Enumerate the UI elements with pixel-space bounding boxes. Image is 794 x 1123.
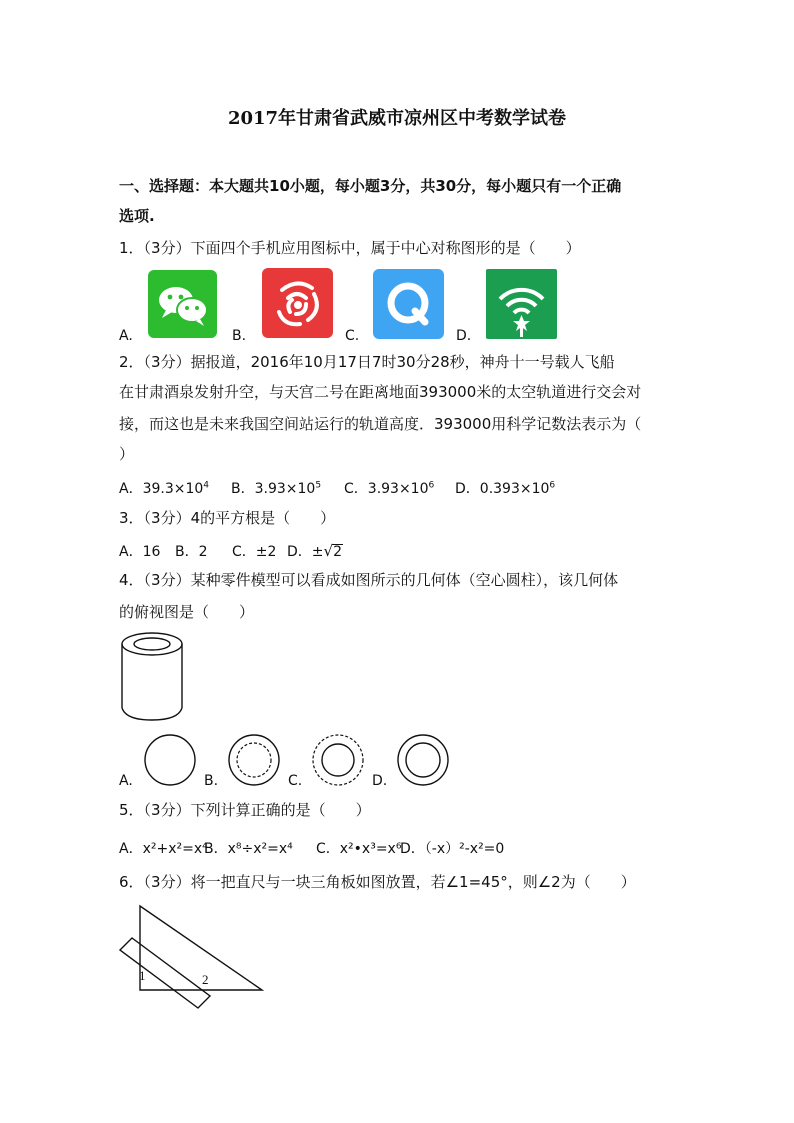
triangle-ruler-figure bbox=[116, 902, 268, 1014]
q5-option-a: A．x²+x²=x⁴ bbox=[119, 841, 208, 857]
q3-option-c: C．±2 bbox=[232, 544, 277, 560]
question-2-line4: ） bbox=[119, 445, 135, 463]
section-header: 一、选择题：本大题共10小题，每小题3分，共30分，每小题只有一个正确 bbox=[119, 177, 622, 195]
question-2-line1: 2．（3分）据报道，2016年10月17日7时30分28秒，神舟十一号载人飞船 bbox=[119, 353, 615, 371]
question-1-stem: 1．（3分）下面四个手机应用图标中，属于中心对称图形的是（ ） bbox=[119, 239, 581, 257]
question-6-stem: 6．（3分）将一把直尺与一块三角板如图放置，若∠1=45°，则∠2为（ ） bbox=[119, 873, 636, 891]
wifi-icon bbox=[486, 269, 557, 339]
q5-option-d: D．（-x）²-x²=0 bbox=[400, 841, 505, 857]
angle-2-label: 2 bbox=[202, 972, 209, 987]
q2-option-a: A．$39.3\times 10^4$ bbox=[119, 480, 210, 497]
q3-option-a: A．16 bbox=[119, 544, 161, 560]
question-5-stem: 5．（3分）下列计算正确的是（ ） bbox=[119, 801, 371, 819]
q5-option-b: B．x⁸÷x²=x⁴ bbox=[204, 841, 293, 857]
q1-option-a-label: A. bbox=[119, 328, 133, 344]
q5-option-c: C．x²•x³=x⁶ bbox=[316, 841, 402, 857]
page-title: 2017年甘肃省武威市凉州区中考数学试卷 bbox=[227, 108, 567, 129]
q3-option-b: B．2 bbox=[175, 544, 208, 560]
ifeng-icon bbox=[262, 268, 333, 338]
q4-option-d-figure bbox=[396, 733, 450, 787]
q4-option-d-label: D. bbox=[372, 773, 388, 789]
q4-option-c-figure bbox=[311, 733, 365, 787]
angle-1-label: 1 bbox=[139, 968, 146, 983]
q4-option-b-label: B. bbox=[204, 773, 219, 789]
qq-browser-icon bbox=[373, 269, 444, 339]
q3-option-d: D．±√2 bbox=[287, 542, 342, 560]
q2-option-d: D．$0.393\times 10^6$ bbox=[455, 480, 556, 497]
q4-option-a-figure bbox=[143, 733, 197, 787]
question-2-line3: 接，而这也是未来我国空间站运行的轨道高度．393000用科学记数法表示为（ bbox=[119, 415, 642, 433]
question-4-line2: 的俯视图是（ ） bbox=[119, 603, 255, 621]
question-3-stem: 3．（3分）4的平方根是（ ） bbox=[119, 509, 336, 527]
q2-option-b: B．$3.93\times 10^5$ bbox=[231, 480, 322, 497]
q1-option-b-label: B. bbox=[232, 328, 247, 344]
q1-option-d-label: D. bbox=[456, 328, 472, 344]
section-header-cont: 选项. bbox=[119, 207, 155, 225]
q4-option-a-label: A. bbox=[119, 773, 133, 789]
q4-option-c-label: C. bbox=[288, 773, 303, 789]
hollow-cylinder-figure bbox=[116, 630, 188, 722]
wechat-icon bbox=[148, 270, 217, 338]
q2-option-c: C．$3.93\times 10^6$ bbox=[344, 480, 435, 497]
question-2-line2: 在甘肃酒泉发射升空，与天宫二号在距离地面393000米的太空轨道进行交会对 bbox=[119, 383, 642, 401]
question-4-line1: 4．（3分）某种零件模型可以看成如图所示的几何体（空心圆柱），该几何体 bbox=[119, 571, 619, 589]
q1-option-c-label: C. bbox=[345, 328, 360, 344]
q4-option-b-figure bbox=[227, 733, 281, 787]
